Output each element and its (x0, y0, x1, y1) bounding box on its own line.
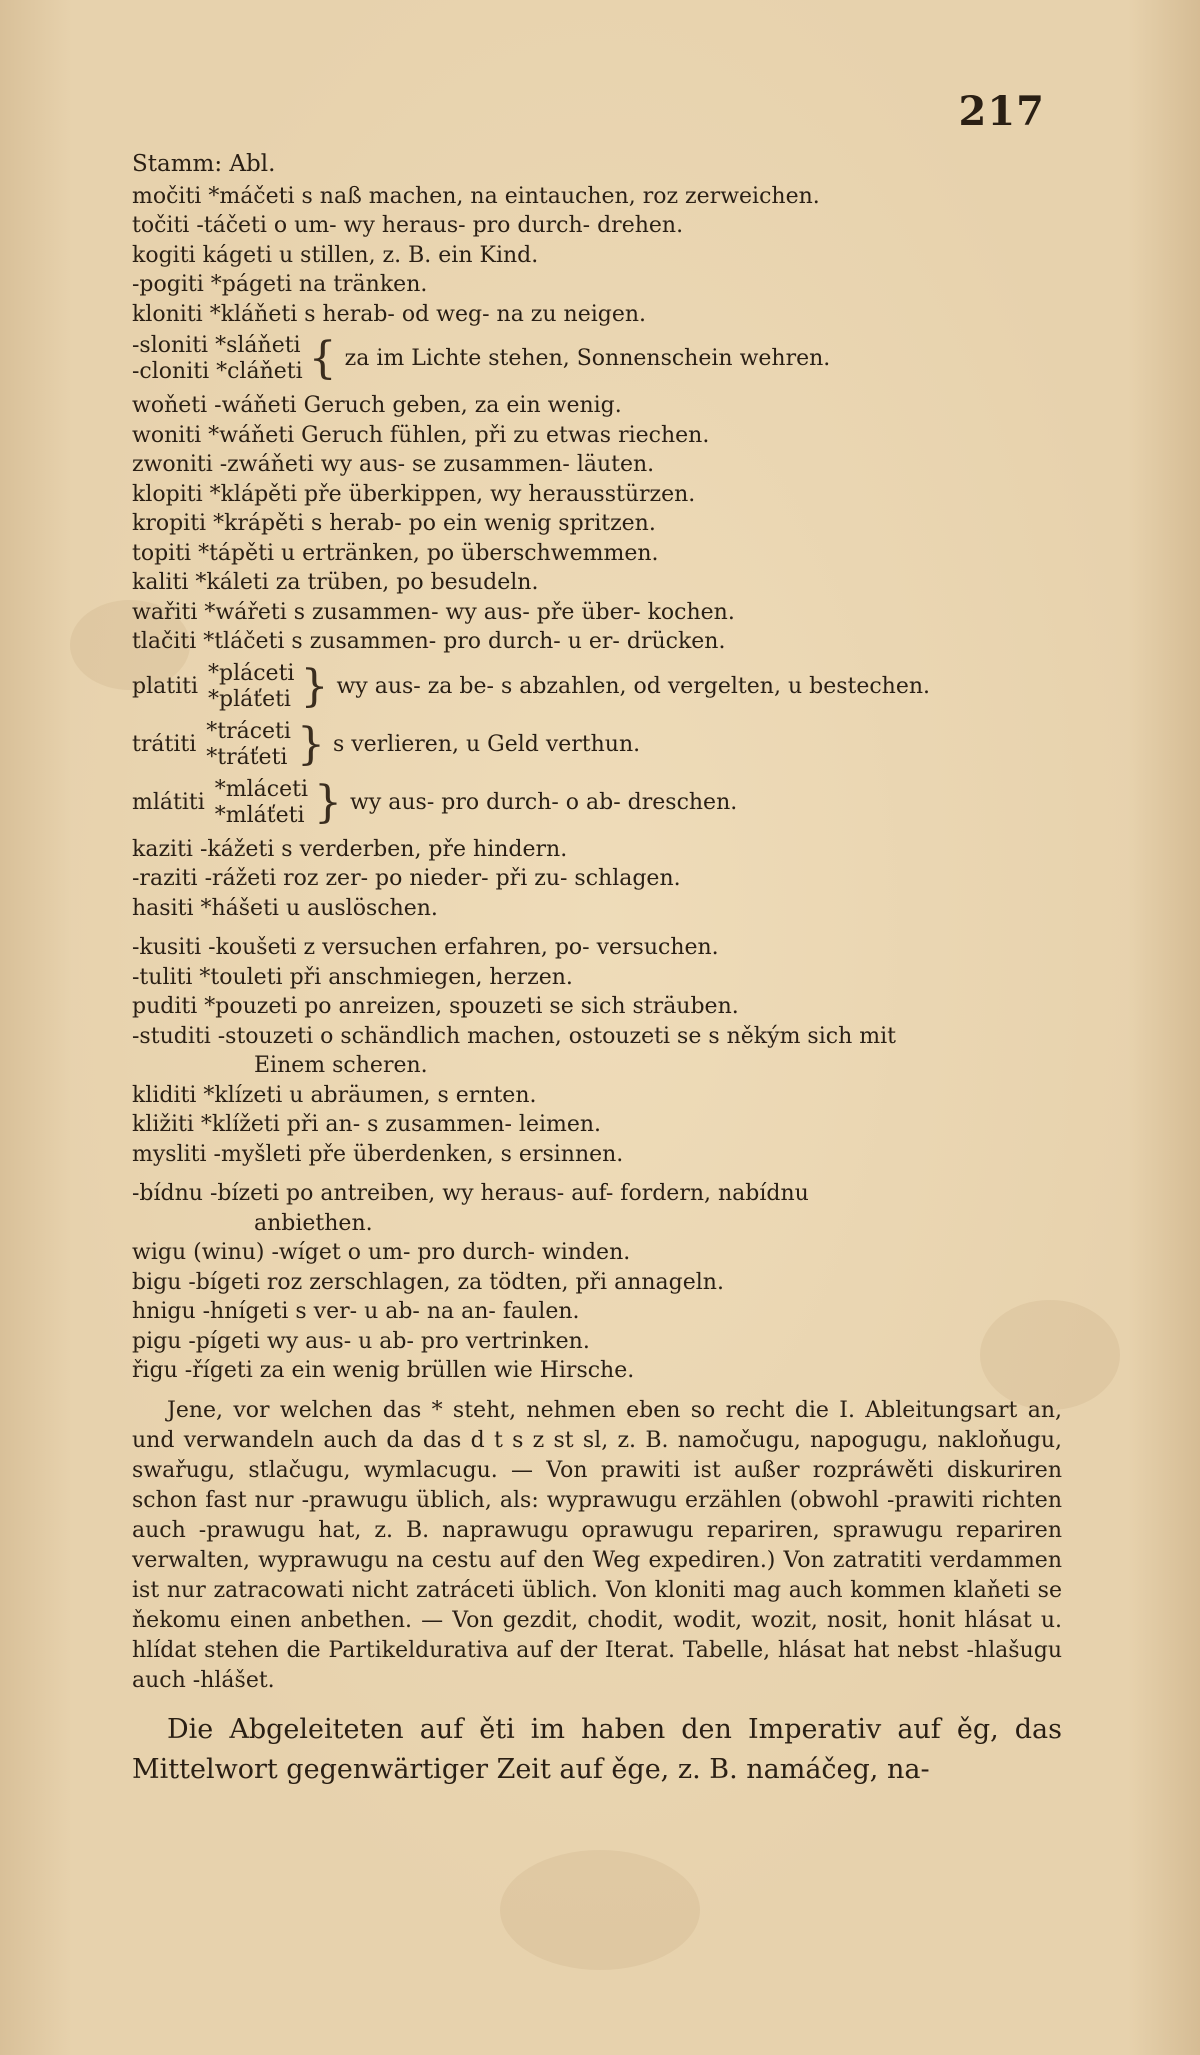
section-gap (132, 1169, 1062, 1179)
brace-form: *mláceti (214, 776, 309, 802)
final-paragraph (132, 1710, 1062, 1790)
entry-line: mysliti -myšleti pře überdenken, s ersinnen. (132, 1141, 624, 1167)
entry-line: Einem scheren. (254, 1053, 428, 1078)
page-content (132, 150, 1062, 1790)
entry-line: woniti *wáňeti Geruch fühlen, při zu etwas riechen. (132, 422, 710, 448)
entry-line: hnigu -hnígeti s ver- u ab- na an- faulen. (132, 1299, 580, 1324)
entry-line: močiti *máčeti s naß machen, na eintauchen, roz zerweichen. (132, 183, 820, 209)
brace-form: *mláťeti (214, 802, 305, 828)
curly-brace-icon: } (314, 776, 343, 828)
curly-brace-icon: { (308, 333, 337, 384)
entry-line: pigu -pígeti wy aus- u ab- pro vertrinken. (132, 1328, 590, 1354)
brace-form: *tráťeti (206, 744, 288, 770)
brace-form: -cloniti *cláňeti (132, 359, 303, 384)
final-text: Die Abgeleiteten auf ěti im haben den Imperativ auf ěg, das Mittelwort gegenwärtiger Zeit auf ěge, z. B. namáčeg, na- (132, 1713, 1062, 1785)
entry-line: kaziti -kážeti s verderben, pře hindern. (132, 836, 568, 862)
entry-line: kaliti *káleti za trüben, po besudeln. (132, 570, 539, 595)
brace-form: *pláťeti (208, 686, 291, 712)
entry-line: kloniti *kláňeti s herab- od weg- na zu neigen. (132, 301, 647, 327)
entry-line: wařiti *wářeti s zusammen- wy aus- pře über- kochen. (132, 599, 735, 625)
note-text: Jene, vor welchen das * steht, nehmen eben so recht die I. Ableitungsart an, und verwandeln auch da das d t s z st sl, z. B. namočugu, napogugu, nakloňugu, swařugu, stlačugu, wymlacugu. — Von prawiti ist außer rozpráwěti diskuriren schon fast nur -prawugu üblich, als: wyprawugu erzählen (obwohl -prawiti richten auch -prawugu hat, z. B. naprawugu oprawugu repariren, sprawugu repariren verwalten, wyprawugu na cestu auf den Weg expediren.) Von zatratiti verdammen ist nur zatracowati nicht zatráceti üblich. Von kloniti mag auch kommen klaňeti se ňekomu einen anbethen. — Von gezdit, chodit, wodit, wozit, nosit, honit hlásat u. hlídat stehen die Partikeldurativa auf der Iterat. Tabelle, hlásat hat nebst -hlašugu auch -hlášet. (132, 1397, 1062, 1693)
entry-line: -studiti -stouzeti o schändlich machen, ostouzeti se s někým sich mit (132, 1023, 896, 1049)
section-gap (132, 923, 1062, 933)
brace-gloss: wy aus- pro durch- o ab- dreschen. (350, 789, 738, 815)
brace-entry-platiti (132, 661, 1062, 713)
entry-line: kliditi *klízeti u abräumen, s ernten. (132, 1082, 537, 1108)
entry-line: -raziti -rážeti roz zer- po nieder- při zu- schlagen. (132, 866, 681, 891)
brace-form: -sloniti *sláňeti (132, 333, 301, 358)
entry-line: bigu -bígeti roz zerschlagen, za tödten, při annageln. (132, 1269, 724, 1295)
brace-forms (215, 777, 308, 829)
entry-line: zwoniti -zwáňeti wy aus- se zusammen- läuten. (132, 452, 655, 477)
entry-line: anbiethen. (254, 1210, 373, 1236)
entry-line: řigu -řígeti za ein wenig brüllen wie Hirsche. (132, 1358, 635, 1383)
curly-brace-icon: } (300, 660, 329, 712)
entry-line: tlačiti *tláčeti s zusammen- pro durch- u er- drücken. (132, 629, 726, 654)
entry-line: točiti -táčeti o um- wy heraus- pro durch- drehen. (132, 213, 684, 238)
brace-head: platiti (132, 673, 198, 699)
footnote-paragraph (132, 1396, 1062, 1696)
entry-line: topiti *tápěti u ertränken, po überschwemmen. (132, 540, 659, 566)
column-header: Stamm: Abl. (132, 151, 276, 177)
entry-line: -tuliti *touleti při anschmiegen, herzen. (132, 964, 573, 990)
entry-line: hasiti *hášeti u auslöschen. (132, 895, 438, 921)
brace-forms (132, 333, 303, 385)
brace-forms (206, 719, 291, 771)
brace-entry-mlatiti (132, 777, 1062, 829)
entry-line: klopiti *klápěti pře überkippen, wy herausstürzen. (132, 481, 696, 507)
entry-line: puditi *pouzeti po anreizen, spouzeti se sich sträuben. (132, 994, 739, 1019)
brace-gloss: wy aus- za be- s abzahlen, od vergelten, u bestechen. (336, 673, 931, 699)
brace-gloss: s verlieren, u Geld verthun. (332, 731, 641, 757)
paper-stain (500, 1850, 700, 1970)
entry-line: woňeti -wáňeti Geruch geben, za ein wenig. (132, 393, 622, 418)
brace-head: mlátiti (132, 789, 205, 815)
brace-entry-sloniti (132, 333, 1062, 385)
brace-forms (208, 661, 294, 713)
entry-line: -bídnu -bízeti po antreiben, wy heraus- auf- fordern, nabídnu (132, 1181, 809, 1206)
page-number: 217 (958, 88, 1045, 135)
entry-line: -pogiti *págeti na tränken. (132, 272, 428, 297)
brace-form: *tráceti (206, 718, 291, 744)
entry-line: kropiti *krápěti s herab- po ein wenig spritzen. (132, 511, 656, 536)
entry-line: wigu (winu) -wíget o um- pro durch- winden. (132, 1240, 631, 1265)
entry-line: -kusiti -koušeti z versuchen erfahren, po- versuchen. (132, 935, 719, 960)
brace-entry-tratiti (132, 719, 1062, 771)
entry-line: kogiti kágeti u stillen, z. B. ein Kind. (132, 242, 539, 268)
brace-head: trátiti (132, 731, 197, 757)
entry-line: kližiti *klížeti při an- s zusammen- leimen. (132, 1112, 602, 1137)
curly-brace-icon: } (296, 718, 325, 770)
brace-form: *pláceti (208, 660, 295, 686)
brace-gloss: za im Lichte stehen, Sonnenschein wehren. (344, 346, 831, 371)
